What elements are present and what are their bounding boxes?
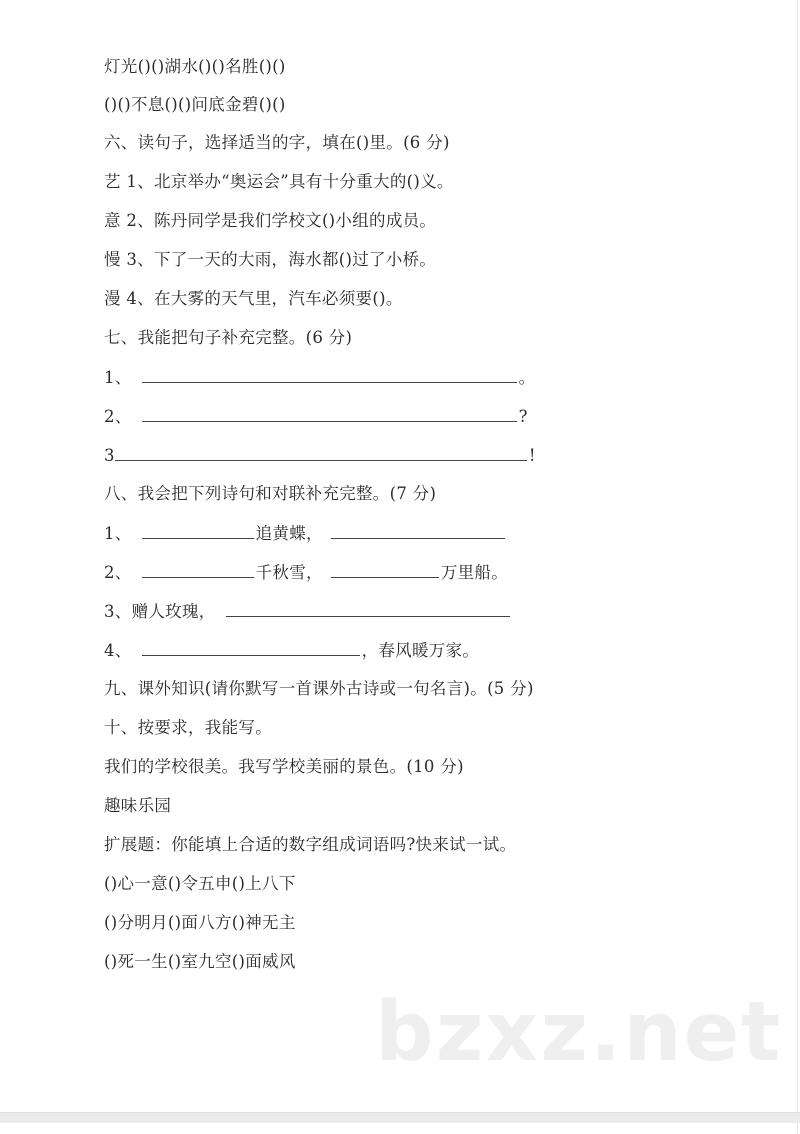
text-line: 我们的学校很美。我写学校美丽的景色。(10 分) [104, 757, 464, 776]
q8-line-1 [104, 522, 507, 545]
q8-line-4 [104, 639, 479, 662]
q8-line-2 [104, 561, 508, 584]
q7-suffix: ! [528, 446, 536, 465]
q7-prefix: 1、 [104, 368, 132, 387]
text-line: ()()不息()()问底金碧()() [104, 95, 286, 114]
text-line: 慢 3、下了一天的大雨，海水都()过了小桥。 [104, 250, 437, 269]
fill-blank[interactable] [142, 561, 254, 578]
fill-blank[interactable] [142, 366, 517, 383]
section-6-title: 六、读句子，选择适当的字，填在()里。(6 分) [104, 133, 450, 152]
fill-blank[interactable] [142, 405, 517, 422]
q7-suffix: 。 [518, 368, 536, 387]
q7-line-2 [104, 405, 528, 428]
q8-text: ，春风暖万家。 [361, 641, 480, 660]
text-line: 扩展题：你能填上合适的数字组成词语吗?快来试一试。 [104, 835, 517, 854]
q8-text: 万里船。 [440, 563, 509, 582]
fill-blank[interactable] [142, 639, 360, 656]
text-line: ()分明月()面八方()神无主 [104, 913, 296, 932]
q8-text: 3、赠人玫瑰， [104, 602, 216, 621]
fill-blank[interactable] [142, 522, 254, 539]
fill-blank[interactable] [226, 600, 510, 617]
q8-text: 千秋雪， [255, 563, 323, 582]
text-line: 漫 4、在大雾的天气里，汽车必须要()。 [104, 289, 403, 308]
q7-suffix: ? [518, 407, 528, 426]
watermark: bzxz.net [375, 985, 783, 1080]
q7-line-3 [104, 444, 536, 467]
q8-prefix: 2、 [104, 563, 132, 582]
text-line: 灯光()()湖水()()名胜()() [104, 57, 286, 76]
text-line: ()心一意()令五申()上八下 [104, 874, 296, 893]
q8-line-3 [104, 600, 512, 623]
section-7-title: 七、我能把句子补充完整。(6 分) [104, 328, 353, 347]
q7-prefix: 2、 [104, 407, 132, 426]
fill-blank[interactable] [115, 444, 527, 461]
section-9-title: 九、课外知识(请你默写一首课外古诗或一句名言)。(5 分) [104, 679, 534, 698]
q8-prefix: 1、 [104, 524, 132, 543]
text-line: 艺 1、北京举办“奥运会”具有十分重大的()义。 [104, 172, 454, 191]
page-separator [0, 1112, 800, 1123]
text-line: ()死一生()室九空()面威风 [104, 952, 296, 971]
fill-blank[interactable] [331, 522, 505, 539]
text-line: 意 2、陈丹同学是我们学校文()小组的成员。 [104, 211, 437, 230]
section-8-title: 八、我会把下列诗句和对联补充完整。(7 分) [104, 484, 437, 503]
section-10-title: 十、按要求，我能写。 [104, 718, 272, 737]
fill-blank[interactable] [331, 561, 439, 578]
q8-prefix: 4、 [104, 641, 132, 660]
next-page-edge [0, 1123, 798, 1134]
q7-line-1 [104, 366, 535, 389]
q7-prefix: 3 [104, 446, 115, 465]
fun-section-title: 趣味乐园 [104, 796, 172, 815]
q8-text: 追黄蝶， [255, 524, 323, 543]
